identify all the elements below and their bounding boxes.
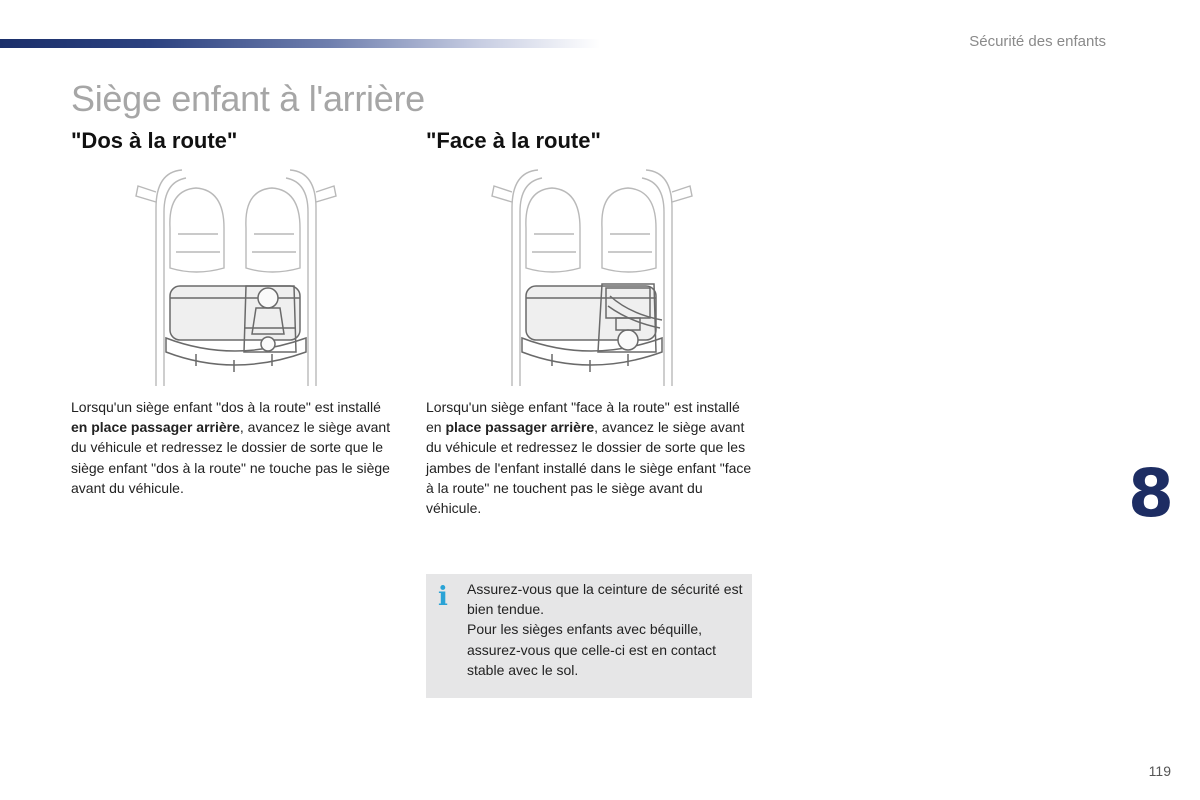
text-part: , avancez le siège avant du véhicule et redressez le dossier de sorte que le siège enfant "dos à la route" ne touche pas le siège avant du véhicule. [71,419,391,496]
info-icon: i [438,582,448,612]
page-title: Siège enfant à l'arrière [71,78,425,119]
text-part: Lorsqu'un siège enfant "face à la route" est installé en [426,399,740,436]
heading-rear-facing: "Dos à la route" [71,128,238,153]
text-bold-part: en place passager arrière [71,419,240,436]
section-title: Sécurité des enfants [969,33,1106,50]
rear-facing-instructions [71,397,401,498]
heading-forward-facing: "Face à la route" [426,128,601,153]
info-note-text [467,579,747,680]
info-line-1: Assurez-vous que la ceinture de sécurité est bien tendue. [467,581,743,618]
text-part: Lorsqu'un siège enfant "dos à la route" est installé [71,399,381,415]
info-line-2: Pour les sièges enfants avec béquille, assurez-vous que celle-ci est en contact stable avec le sol. [467,621,717,678]
header-gradient-bar [0,39,600,48]
chapter-number: 8 [1128,455,1174,532]
page-number: 119 [1148,763,1171,779]
forward-facing-instructions [426,397,756,518]
forward-facing-seat-illustration [490,168,694,388]
info-note-box [426,574,752,698]
text-part: , avancez le siège avant du véhicule et redressez le dossier de sorte que les jambes de l'enfant installé dans le siège enfant "face à la route" ne touchent pas le siège avant du véhicule. [426,419,752,517]
rear-facing-seat-illustration [134,168,338,388]
text-bold-part: place passager arrière [445,419,595,436]
